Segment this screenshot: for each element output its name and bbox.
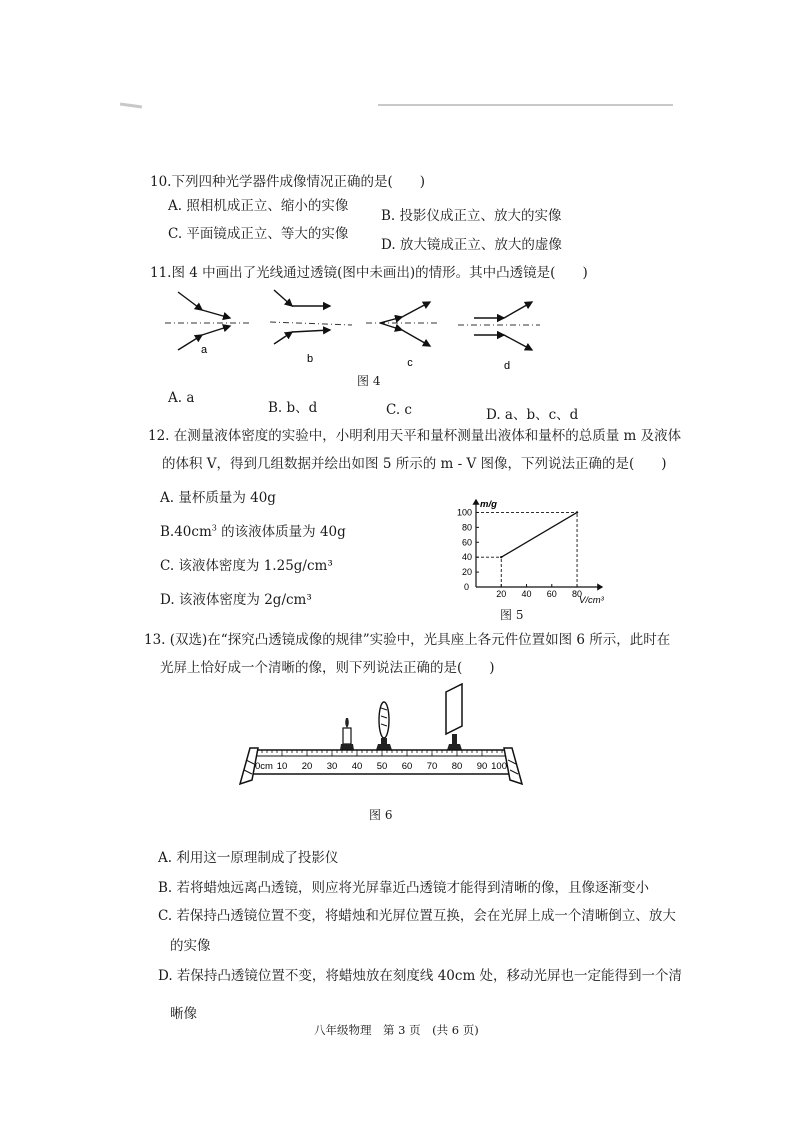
chart-origin-label: 0 [463, 582, 469, 592]
chart-y-tick-label: 60 [461, 537, 472, 548]
diagram-a-label: a [200, 344, 208, 356]
q13-option-d-line2: 晰像 [170, 1006, 197, 1022]
bench-scale-label: 80 [451, 761, 463, 772]
chart-y-tick-label: 40 [461, 552, 472, 563]
q10-option-a: A. 照相机成正立、缩小的实像 [168, 198, 349, 214]
diagram-b [270, 290, 352, 365]
figure-4-caption: 图 4 [357, 374, 381, 388]
figure-4-ray-diagrams [160, 280, 560, 370]
bench-scale-label: 10 [276, 761, 288, 772]
chart-y-label: m/g [480, 499, 497, 510]
q13-option-a: A. 利用这一原理制成了投影仪 [158, 850, 339, 866]
scan-edge-left [120, 102, 142, 108]
q13-option-b: B. 若将蜡烛远离凸透镜，则应将光屏靠近凸透镜才能得到清晰的像，且像逐渐变小 [158, 880, 650, 896]
q11-option-b: B. b、d [268, 400, 318, 416]
q12-option-b-exponent: 3 [211, 523, 217, 533]
q12-option-b-rest: 的该液体质量为 40g [216, 524, 346, 540]
bench-scale-label: 0cm [255, 761, 273, 772]
q11-option-a: A. a [168, 390, 195, 406]
q10-option-b: B. 投影仪成正立、放大的实像 [381, 208, 562, 224]
q13-option-c-line1: C. 若保持凸透镜位置不变，将蜡烛和光屏位置互换，会在光屏上成一个清晰倒立、放大 [158, 908, 676, 924]
chart-x-label: V/cm³ [579, 595, 604, 606]
q12-option-b-volume: B.40cm [160, 524, 212, 540]
chart-point [576, 511, 578, 513]
chart-point [500, 556, 502, 558]
figure-6-caption: 图 6 [369, 808, 393, 822]
q12-stem-line1: 12. 在测量液体密度的实验中，小明利用天平和量杯测量出液体和量杯的总质量 m 及液体 [148, 428, 682, 444]
q12-option-a: A. 量杯质量为 40g [160, 490, 276, 506]
q13-stem-line2: 光屏上恰好成一个清晰的像，则下列说法正确的是( ) [160, 660, 495, 676]
q10-option-c: C. 平面镜成正立、等大的实像 [168, 226, 349, 242]
chart-y-tick-label: 100 [456, 507, 472, 518]
q11-option-d: D. a、b、c、d [486, 407, 579, 423]
chart-y-tick-label: 20 [461, 567, 472, 578]
figure-5-caption: 图 5 [500, 608, 524, 622]
figure-5-mv-chart [440, 496, 610, 608]
q12-option-b [160, 520, 346, 540]
bench-scale-label: 60 [401, 761, 413, 772]
page-footer: 八年级物理 第 3 页 (共 6 页) [314, 1023, 479, 1037]
q10-stem: 10.下列四种光学器件成像情况正确的是( ) [150, 174, 426, 190]
chart-x-tick-label: 60 [546, 589, 557, 599]
bench-scale-label: 20 [301, 761, 313, 772]
chart-x-tick-label: 20 [496, 589, 507, 599]
chart-series-line [501, 512, 577, 557]
bench-scale-label: 100 [491, 761, 507, 772]
candle [340, 718, 354, 750]
chart-y-tick-label: 80 [461, 522, 472, 533]
q12-option-d: D. 该液体密度为 2g/cm³ [160, 592, 312, 608]
bench-scale-label: 70 [426, 761, 438, 772]
diagram-a [165, 292, 252, 356]
scan-edge-right [378, 104, 673, 106]
q12-stem-line2: 的体积 V，得到几组数据并绘出如图 5 所示的 m - V 图像，下列说法正确的是( ) [162, 456, 667, 472]
convex-lens [376, 702, 392, 750]
q11-option-c: C. c [386, 402, 412, 418]
bench-scale-label: 90 [476, 761, 488, 772]
q10-option-d: D. 放大镜成正立、放大的虚像 [381, 237, 562, 253]
light-screen [446, 684, 462, 750]
diagram-d-label: d [503, 360, 511, 370]
bench-scale-label: 40 [351, 761, 363, 772]
q12-option-c: C. 该液体密度为 1.25g/cm³ [160, 558, 333, 574]
diagram-b-label: b [306, 353, 314, 365]
diagram-c [366, 302, 440, 369]
diagram-d [458, 302, 540, 370]
diagram-c-label: c [407, 357, 413, 369]
bench-scale-label: 30 [326, 761, 338, 772]
q13-stem-line1: 13. (双选)在“探究凸透镜成像的规律”实验中，光具座上各元件位置如图 6 所示，此时在 [144, 632, 671, 648]
chart-x-tick-label: 80 [572, 589, 583, 599]
q13-option-c-line2: 的实像 [170, 938, 211, 954]
bench-scale-label: 50 [376, 761, 388, 772]
figure-6-optical-bench [236, 680, 526, 792]
q11-stem: 11.图 4 中画出了光线通过透镜(图中未画出)的情形。其中凸透镜是( ) [150, 265, 588, 281]
chart-x-tick-label: 40 [521, 589, 532, 599]
q13-option-d-line1: D. 若保持凸透镜位置不变，将蜡烛放在刻度线 40cm 处，移动光屏也一定能得到一个清 [158, 968, 683, 984]
